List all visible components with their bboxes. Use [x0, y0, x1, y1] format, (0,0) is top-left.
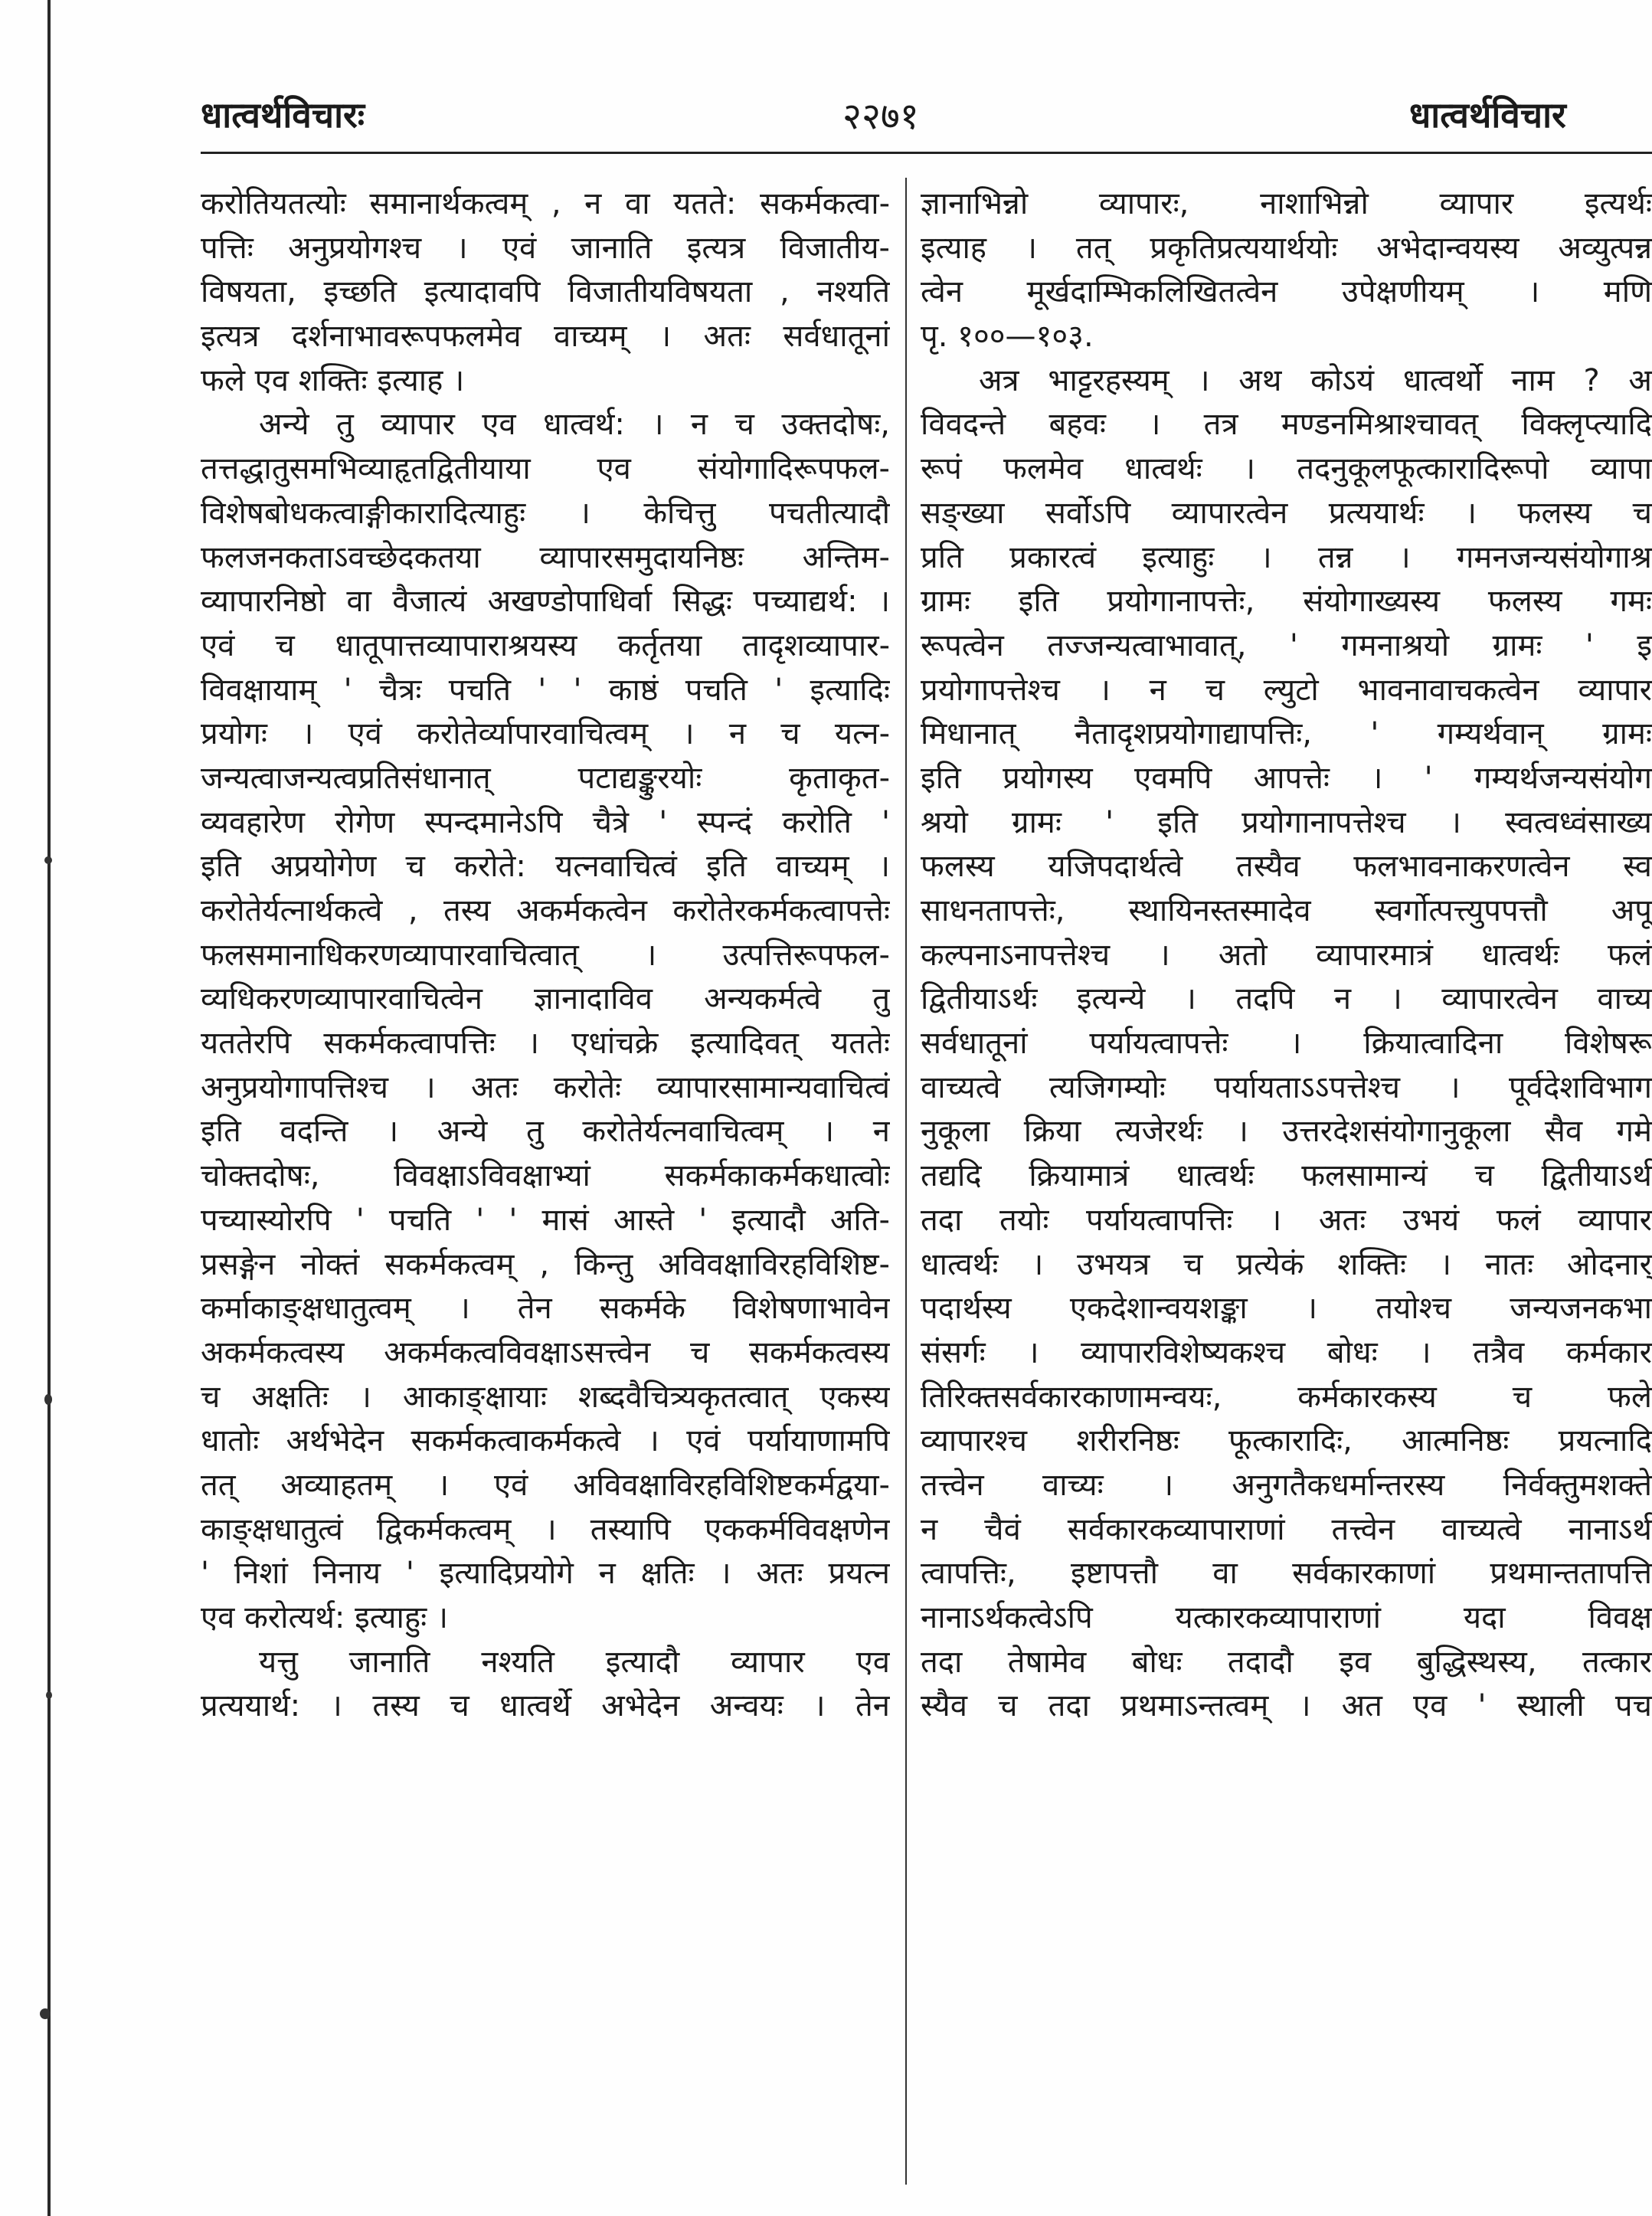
text-line: तत् अव्याहतम् । एवं अविवक्षाविरहविशिष्टकर्मद्वया- [201, 1467, 890, 1503]
text-line: प्रति प्रकारत्वं इत्याहुः । तन्न । गमनजन्यसंयोगाश्र [921, 539, 1652, 575]
text-line: द्वितीयाऽर्थः इत्यन्ये । तदपि न । व्यापारत्वेन वाच्य [921, 981, 1652, 1017]
text-line: फलस्य यजिपदार्थत्वे तस्यैव फलभावनाकरणत्वेन स्व [921, 849, 1652, 885]
text-line: पत्तिः अनुप्रयोगश्च । एवं जानाति इत्यत्र विजातीय- [201, 230, 890, 266]
text-line: वाच्यत्वे त्यजिगम्योः पर्यायताऽऽपत्तेश्च । पूर्वदेशविभाग [921, 1069, 1652, 1105]
text-line: त्वापत्तिः, इष्टापत्तौ वा सर्वकारकाणां प्रथमान्ततापत्ति [921, 1556, 1652, 1592]
text-line: विशेषबोधकत्वाङ्गीकारादित्याहुः । केचित्तु पचतीत्यादौ [201, 495, 890, 531]
text-line: अनुप्रयोगापत्तिश्च । अतः करोतेः व्यापारसामान्यवाचित्वं [201, 1069, 890, 1105]
text-line: व्यधिकरणव्यापारवाचित्वेन ज्ञानादाविव अन्यकर्मत्वे तु [201, 981, 890, 1017]
right-column [921, 182, 1652, 2189]
text-line: प्रयोगापत्तेश्च । न च ल्युटो भावनावाचकत्वेन व्यापार [921, 672, 1652, 708]
text-line: सर्वधातूनां पर्यायत्वापत्तेः । क्रियात्वादिना विशेषरू [921, 1026, 1652, 1062]
text-line: तदा तयोः पर्यायत्वापत्तिः । अतः उभयं फलं व्यापार [921, 1202, 1652, 1238]
text-line: त्वेन मूर्खदाम्भिकलिखितत्वेन उपेक्षणीयम् । मणि [921, 274, 1652, 310]
text-line: एव करोत्यर्थ: इत्याहुः । [201, 1600, 449, 1635]
text-line: मिधानात् नैतादृशप्रयोगाद्यापत्तिः, ' गम्यर्थवान् ग्रामः [921, 716, 1652, 752]
text-line: पदार्थस्य एकदेशान्वयशङ्का । तयोश्च जन्यजनकभा [921, 1291, 1652, 1327]
text-line: तद्यदि क्रियामात्रं धात्वर्थः फलसामान्यं च द्वितीयाऽर्थ [921, 1158, 1652, 1194]
text-line: इति अप्रयोगेण च करोते: यत्नवाचित्वं इति वाच्यम् । [201, 849, 890, 885]
scan-mark [40, 2008, 51, 2019]
text-line: फलजनकताऽवच्छेदकतया व्यापारसमुदायनिष्ठः अन्तिम- [201, 539, 890, 575]
text-line: करोतियतत्योः समानार्थकत्वम् , न वा यतते: सकर्मकत्वा- [201, 186, 890, 221]
column-divider [905, 178, 907, 2185]
scan-mark [46, 1691, 52, 1699]
text-line: इत्याह । तत् प्रकृतिप्रत्ययार्थयोः अभेदान्वयस्य अव्युत्पन्न [921, 230, 1652, 266]
text-line: इति प्रयोगस्य एवमपि आपत्तेः । ' गम्यर्थजन्यसंयोग [921, 760, 1652, 796]
text-line: ग्रामः इति प्रयोगानापत्तेः, संयोगाख्यस्य फलस्य गमः [921, 584, 1652, 620]
text-line: सङ्ख्या सर्वोऽपि व्यापारत्वेन प्रत्ययार्थः । फलस्य च [921, 495, 1652, 531]
text-line: इति वदन्ति । अन्ये तु करोतेर्यत्नवाचित्वम् । न [201, 1114, 890, 1150]
text-line: अकर्मकत्वस्य अकर्मकत्वविवक्षाऽसत्त्वेन च सकर्मकत्वस्य [201, 1334, 890, 1370]
text-line: व्यापारश्च शरीरनिष्ठः फूत्कारादिः, आत्मनिष्ठः प्रयत्नादि [921, 1423, 1652, 1459]
text-line: विवक्षायाम् ' चैत्रः पचति ' ' काष्ठं पचति ' इत्यादिः [201, 672, 890, 708]
text-line: अत्र भाट्टरहस्यम् । अथ कोऽयं धात्वर्थो नाम ? अ [979, 362, 1652, 398]
page-number: २२७१ [842, 95, 919, 138]
text-line: प्रत्ययार्थ: । तस्य च धात्वर्थे अभेदेन अन्वयः । तेन [201, 1688, 890, 1724]
text-line: पृ. १००—१०३. [921, 319, 1094, 355]
text-line: साधनतापत्तेः, स्थायिनस्तस्मादेव स्वर्गोत्पत्त्युपपत्तौ अपू [921, 893, 1652, 928]
text-line: च अक्षतिः । आकाङ्क्षायाः शब्दवैचित्र्यकृतत्वात् एकस्य [201, 1379, 890, 1415]
text-line: चोक्तदोषः, विवक्षाऽविवक्षाभ्यां सकर्मकाकर्मकधात्वोः [201, 1158, 890, 1194]
text-line: प्रयोगः । एवं करोतेर्व्यापारवाचित्वम् । न च यत्न- [201, 716, 890, 752]
text-line: नानाऽर्थकत्वेऽपि यत्कारकव्यापाराणां यदा विवक्ष [921, 1600, 1652, 1635]
left-column [201, 182, 890, 2189]
text-line: व्यापारनिष्ठो वा वैजात्यं अखण्डोपाधिर्वा सिद्धः पच्याद्यर्थ: । [201, 584, 890, 620]
text-line: प्रसङ्गेन नोक्तं सकर्मकत्वम् , किन्तु अविवक्षाविरहविशिष्ट- [201, 1246, 890, 1282]
text-line: ' निशां निनाय ' इत्यादिप्रयोगे न क्षतिः । अतः प्रयत्न [201, 1556, 890, 1592]
header-rule [201, 152, 1652, 154]
text-line: करोतेर्यत्नार्थकत्वे , तस्य अकर्मकत्वेन करोतेरकर्मकत्वापत्तेः [201, 893, 890, 928]
text-line: धात्वर्थः । उभयत्र च प्रत्येकं शक्तिः । नातः ओदनार् [921, 1246, 1652, 1282]
text-line: स्यैव च तदा प्रथमाऽन्तत्वम् । अत एव ' स्थाली पच [921, 1688, 1652, 1724]
text-line: यततेरपि सकर्मकत्वापत्तिः । एधांचक्रे इत्यादिवत् यततेः [201, 1026, 890, 1062]
text-line: कल्पनाऽनापत्तेश्च । अतो व्यापारमात्रं धात्वर्थः फलं [921, 937, 1652, 973]
text-line: न चैवं सर्वकारकव्यापाराणां तत्त्वेन वाच्यत्वे नानाऽर्थ [921, 1511, 1652, 1547]
text-line: तत्तद्धातुसमभिव्याहृतद्वितीयाया एव संयोगादिरूपफल- [201, 451, 890, 487]
text-line: रूपं फलमेव धात्वर्थः । तदनुकूलफूत्कारादिरूपो व्यापा [921, 451, 1652, 487]
text-line: नुकूला क्रिया त्यजेरर्थः । उत्तरदेशसंयोगानुकूला सैव गमे [921, 1114, 1652, 1150]
text-line: कर्माकाङ्क्षधातुत्वम् । तेन सकर्मके विशेषणाभावेन [201, 1291, 890, 1327]
text-line: अन्ये तु व्यापार एव धात्वर्थ: । न च उक्तदोषः, [259, 407, 890, 443]
text-line: रूपत्वेन तज्जन्यत्वाभावात्, ' गमनाश्रयो ग्रामः ' इ [921, 627, 1652, 663]
text-line: व्यवहारेण रोगेण स्पन्दमानेऽपि चैत्रे ' स्पन्दं करोति ' [201, 804, 890, 840]
running-head-right: धात्वर्थविचार [1409, 94, 1566, 136]
text-line: संसर्गः । व्यापारविशेष्यकश्च बोधः । तत्रैव कर्मकार [921, 1334, 1652, 1370]
text-line: काङ्क्षधातुत्वं द्विकर्मकत्वम् । तस्यापि एककर्मविवक्षणेन [201, 1511, 890, 1547]
text-line: विवदन्ते बहवः । तत्र मण्डनमिश्राश्चावत् विक्लृप्त्यादि [921, 407, 1652, 443]
text-line: जन्यत्वाजन्यत्वप्रतिसंधानात् पटाद्यङ्कुरयोः कृताकृत- [201, 760, 890, 796]
text-line: धातोः अर्थभेदेन सकर्मकत्वाकर्मकत्वे । एवं पर्यायाणामपि [201, 1423, 890, 1459]
text-line: फले एव शक्तिः इत्याह । [201, 362, 465, 398]
scan-mark [44, 1394, 52, 1405]
text-line: तदा तेषामेव बोधः तदादौ इव बुद्धिस्थस्य, तत्कार [921, 1644, 1652, 1680]
text-line: फलसमानाधिकरणव्यापारवाचित्वात् । उत्पत्तिरूपफल- [201, 937, 890, 973]
text-line: यत्तु जानाति नश्यति इत्यादौ व्यापार एव [259, 1644, 890, 1680]
text-line: ज्ञानाभिन्नो व्यापारः, नाशाभिन्नो व्यापार इत्यर्थः [921, 186, 1652, 221]
text-line: श्रयो ग्रामः ' इति प्रयोगानापत्तेश्च । स्वत्वध्वंसाख्य [921, 804, 1652, 840]
text-line: एवं च धातूपात्तव्यापाराश्रयस्य कर्तृतया तादृशव्यापार- [201, 627, 890, 663]
text-line: इत्यत्र दर्शनाभावरूपफलमेव वाच्यम् । अतः सर्वधातूनां [201, 319, 890, 355]
text-line: पच्यास्योरपि ' पचति ' ' मासं आस्ते ' इत्यादौ अति- [201, 1202, 890, 1238]
text-line: तिरिक्तसर्वकारकाणामन्वयः, कर्मकारकस्य च फले [921, 1379, 1652, 1415]
running-head-left: धात्वर्थविचारः [201, 94, 365, 136]
scan-edge-line [47, 0, 51, 2216]
text-line: विषयता, इच्छति इत्यादावपि विजातीयविषयता , नश्यति [201, 274, 890, 310]
text-line: तत्त्वेन वाच्यः । अनुगतैकधर्मान्तरस्य निर्वक्तुमशक्ते [921, 1467, 1652, 1503]
scan-mark [44, 856, 52, 864]
